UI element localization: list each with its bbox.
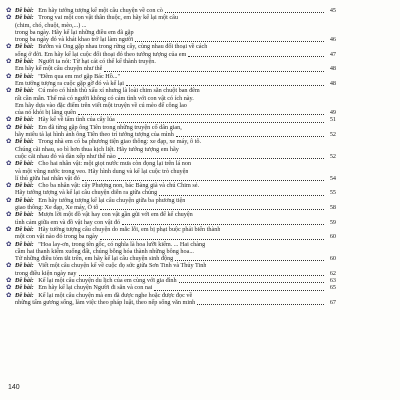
toc-entry-text: Đề bài: Hãy tưởng tượng câu chuyện do mắc lỗi, em bị phạt buộc phải biến thành: [15, 225, 221, 233]
toc-entry-line: [15, 182, 336, 189]
flower-bullet-icon: ✿: [6, 196, 12, 204]
toc-entry[interactable]: [6, 138, 336, 160]
page-number: 140: [8, 384, 20, 391]
toc-page-ref: 60: [329, 255, 336, 263]
toc-entry[interactable]: [6, 197, 336, 212]
toc-entry-text: cầm hai thanh kiếm xuống đất, chúng bỗng hóa thành những bông hoa...: [15, 247, 194, 255]
flower-bullet-icon: ✿: [6, 160, 12, 168]
toc-entry-line: [15, 102, 336, 109]
toc-entry-text: Đề bài: Bướm và Ong gặp nhau trong rừng cây, cùng nhau đối thoại về cách: [15, 43, 208, 51]
toc-entry[interactable]: [6, 241, 336, 263]
toc-entry[interactable]: [6, 73, 336, 88]
dot-leader: [165, 12, 324, 13]
toc-entry-line: [15, 95, 336, 102]
toc-page-ref: 55: [329, 189, 336, 197]
dot-leader: [100, 209, 324, 210]
toc-page-ref: 62: [329, 269, 336, 277]
toc-page-ref: 52: [329, 152, 336, 160]
toc-page-ref: 63: [329, 276, 336, 284]
toc-entry-text: và một vũng nước trong veo. Hãy hình dung và kể lại cuộc trò chuyện: [15, 167, 189, 175]
toc-entry-line: [15, 73, 336, 80]
toc-page-ref: 59: [329, 218, 336, 226]
toc-entry-line: [15, 14, 336, 21]
flower-bullet-icon: ✿: [6, 116, 12, 124]
dot-leader: [154, 290, 324, 291]
toc-entry-line: [15, 226, 336, 233]
flower-bullet-icon: ✿: [6, 225, 12, 233]
flower-bullet-icon: ✿: [6, 240, 12, 248]
toc-entry-text: rất cần mẫn. Thế mà có người không có cảm tình với con vật có ích này.: [15, 94, 194, 102]
flower-bullet-icon: ✿: [6, 182, 12, 190]
flower-bullet-icon: ✿: [6, 87, 12, 95]
toc-entry-line: [15, 153, 336, 160]
toc-entry-line: [15, 43, 336, 50]
toc-entry-text: một con vật nào đó trong ba ngày: [15, 233, 98, 241]
toc-entry[interactable]: [6, 116, 336, 123]
toc-entry-text: Tử những điều tóm tắt trên, em hãy kể lại câu chuyện sinh động: [15, 255, 174, 263]
toc-entry-line: [15, 29, 336, 36]
toc-entry[interactable]: [6, 226, 336, 241]
dot-leader: [118, 158, 324, 159]
toc-entry[interactable]: [6, 160, 336, 182]
toc-entry[interactable]: [6, 58, 336, 73]
toc-page-ref: 54: [329, 174, 336, 182]
toc-page-ref: 67: [329, 298, 336, 306]
toc-entry-text: lí thú giữa hai nhân vật đó: [15, 174, 80, 182]
toc-entry-text: Đề bài: Em hãy kể lại chuyện Người đi săn và con nai: [15, 284, 153, 292]
toc-page-ref: 51: [329, 116, 336, 124]
toc-entry-line: [15, 80, 336, 87]
toc-page-ref: 60: [329, 233, 336, 241]
toc-entry-line: [15, 270, 336, 277]
toc-page-ref: 48: [329, 65, 336, 73]
dot-leader: [117, 122, 324, 123]
toc-entry-text: Đề bài: "Đêm qua em mơ gặp Bác Hồ...": [15, 72, 120, 80]
toc-entry-line: [15, 233, 336, 240]
toc-entry-line: [15, 197, 336, 204]
toc-entry-text: tình cảm giữa em và đồ vật hay con vật đó: [15, 218, 121, 226]
flower-bullet-icon: ✿: [6, 211, 12, 219]
dot-leader: [126, 85, 324, 86]
dot-leader: [104, 71, 324, 72]
toc-entry-text: của nó khỏi bị lãng quên: [15, 109, 77, 117]
flower-bullet-icon: ✿: [6, 284, 12, 292]
toc-entry[interactable]: [6, 292, 336, 307]
toc-entry-text: cuộc cãi nhau đó và dàn xếp như thế nào: [15, 152, 116, 160]
toc-entry-line: [15, 124, 336, 131]
toc-entry-text: Em hãy kể một câu chuyện như thế: [15, 65, 103, 73]
toc-entry-text: trong ba ngày. Hãy kể lại những điều em đã gặp: [15, 28, 134, 36]
toc-entry-text: Đề bài: Cú mèo có hình thù xấu xí nhưng là loài chim săn chuột ban đêm: [15, 87, 200, 95]
flower-bullet-icon: ✿: [6, 43, 12, 51]
toc-entry[interactable]: [6, 124, 336, 139]
toc-entry-line: [15, 219, 336, 226]
toc-entry-line: [15, 109, 336, 116]
dot-leader: [175, 260, 324, 261]
toc-page-ref: 49: [329, 109, 336, 117]
toc-page-ref: 46: [329, 36, 336, 44]
toc-page-ref: 65: [329, 284, 336, 292]
flower-bullet-icon: ✿: [6, 123, 12, 131]
toc-entry-text: Đề bài: Trong nhà em có ba phương tiện giao thông: xe đạp, xe máy, ô tô.: [15, 138, 202, 146]
toc-entry-text: Đề bài: Viết một câu chuyện kể về cuộc đọ sức giữa Sơn Tinh và Thủy Tinh: [15, 262, 207, 270]
toc-entry-text: Đề bài: Em hãy tưởng tượng kể một câu chuyện về con cò: [15, 7, 163, 14]
dot-leader: [176, 136, 324, 137]
toc-entry-text: Đề bài: Trong vai một con vật thân thuộc, em hãy kể lại một câu: [15, 14, 178, 22]
toc-entry-text: Đề bài: Kể lại một câu chuyện du lịch của em cùng với gia đình: [15, 276, 177, 284]
toc-entry-line: [15, 262, 336, 269]
flower-bullet-icon: ✿: [6, 58, 12, 66]
dot-leader: [82, 180, 324, 181]
dot-leader: [78, 114, 324, 115]
dot-leader: [122, 224, 324, 225]
toc-entry-line: [15, 51, 336, 58]
dot-leader: [79, 275, 324, 276]
toc-entry-text: hãy miêu tả lại hình ảnh ông Tiên theo trí tưởng tượng của mình: [15, 131, 174, 139]
toc-entry-line: [15, 277, 336, 284]
toc-entry-line: [15, 36, 336, 43]
flower-bullet-icon: ✿: [6, 138, 12, 146]
toc-entry-text: Hãy tưởng tượng và kể lại câu chuyện diễn ra giữa chúng: [15, 189, 158, 197]
toc-entry-line: [15, 189, 336, 196]
toc-page-ref: 45: [329, 7, 336, 14]
toc-entry-text: Chúng cãi nhau, so bì hơn thua kịch liệt. Hãy tưởng tượng em hãy: [15, 145, 179, 153]
toc-entry-text: giao thông: Xe đạp, Xe máy, Ô tô: [15, 204, 99, 212]
dot-leader: [100, 239, 324, 240]
toc-entry-text: trong ba ngày đó và khát khao trở lại làm người: [15, 36, 134, 44]
toc-entry-line: [15, 255, 336, 262]
toc-entry[interactable]: [6, 182, 336, 197]
flower-bullet-icon: ✿: [6, 291, 12, 299]
toc-entry[interactable]: [6, 87, 336, 116]
toc-entry-text: Đề bài: Em hãy tưởng tượng kể lại câu chuyện giữa ba phương tiện: [15, 196, 186, 204]
flower-bullet-icon: ✿: [6, 262, 12, 270]
toc-entry-line: [15, 65, 336, 72]
toc-entry-line: [15, 204, 336, 211]
toc-entry-text: Đề bài: Em đã từng gặp ông Tiên trong những truyện cổ dân gian,: [15, 123, 182, 131]
toc-entry-line: [15, 116, 336, 123]
flower-bullet-icon: ✿: [6, 14, 12, 22]
toc-entry-text: Đề bài: Cho hai nhân vật: một giọt nước mưa còn đọng lại trên lá non: [15, 160, 192, 168]
toc-entry-line: [15, 22, 336, 29]
toc-entry-line: [15, 241, 336, 248]
toc-entry-line: [15, 299, 336, 306]
toc-entry-text: Đề bài: Người ta nói: Từ hạt cát có thể kể thành truyện.: [15, 58, 156, 66]
toc-entry-line: [15, 292, 336, 299]
toc-entry[interactable]: [6, 14, 336, 43]
toc-entry[interactable]: [6, 277, 336, 284]
toc-page-ref: 47: [329, 50, 336, 58]
toc-entry-line: [15, 160, 336, 167]
dot-leader: [179, 282, 324, 283]
toc-entry-text: Đề bài: Hãy kể về tấm tình của cây lúa: [15, 116, 115, 124]
toc-entry[interactable]: [6, 211, 336, 226]
toc-entry-text: Em hãy dựa vào đặc điểm trên viết một truyện về cú mèo để công lao: [15, 101, 187, 109]
toc-entry-line: [15, 131, 336, 138]
toc-entry-text: sống ở đời. Em hãy kể lại cuộc đối thoại đó theo tưởng tượng của em: [15, 50, 187, 58]
toc-entry[interactable]: [6, 262, 336, 277]
dot-leader: [135, 41, 324, 42]
toc-entry[interactable]: [6, 7, 336, 14]
toc-entry-line: [15, 87, 336, 94]
toc-entry-text: Đề bài: "Hoa lay-ơn, trong tên gốc, có nghĩa là hoa lưỡi kiếm. ... Hai chàng: [15, 240, 206, 248]
toc-entry-line: [15, 175, 336, 182]
toc-entry-text: (chim, chó, chuột, mèo,...) ...: [15, 21, 87, 29]
toc-entry[interactable]: [6, 284, 336, 291]
toc-entry-text: Đề bài: Mượn lời một đồ vật hay con vật gần gũi với em để kể chuyện: [15, 211, 193, 219]
dot-leader: [159, 195, 324, 196]
toc-entry-line: [15, 138, 336, 145]
toc-entry-text: Em tưởng tượng ra cuộc gặp gỡ đó và kể lại: [15, 79, 124, 87]
toc-entry-line: [15, 168, 336, 175]
dot-leader: [188, 56, 324, 57]
dot-leader: [197, 304, 324, 305]
toc-page-ref: 48: [329, 79, 336, 87]
toc-page-ref: 52: [329, 131, 336, 139]
toc-entry[interactable]: [6, 43, 336, 58]
toc-entry-line: [15, 248, 336, 255]
toc-entry-line: [15, 146, 336, 153]
toc-entry-line: [15, 284, 336, 291]
flower-bullet-icon: ✿: [6, 276, 12, 284]
toc-entry-line: [15, 7, 336, 14]
flower-bullet-icon: ✿: [6, 7, 12, 14]
toc-entry-line: [15, 211, 336, 218]
flower-bullet-icon: ✿: [6, 72, 12, 80]
toc-entry-text: những tấm gương sống, làm việc theo pháp luật, theo nếp sống văn minh: [15, 298, 196, 306]
toc-entry-text: Đề bài: Kể lại một câu chuyện mà em đã được nghe hoặc được đọc về: [15, 291, 193, 299]
toc-entry-text: trong điều kiện ngày nay: [15, 269, 77, 277]
toc-entry-line: [15, 58, 336, 65]
toc-entry-text: Đề bài: Cho ba nhân vật: cây Phượng non, bác Bàng già và chú Chim sẻ.: [15, 182, 200, 190]
toc-list: [6, 7, 336, 306]
toc-page-ref: 58: [329, 204, 336, 212]
